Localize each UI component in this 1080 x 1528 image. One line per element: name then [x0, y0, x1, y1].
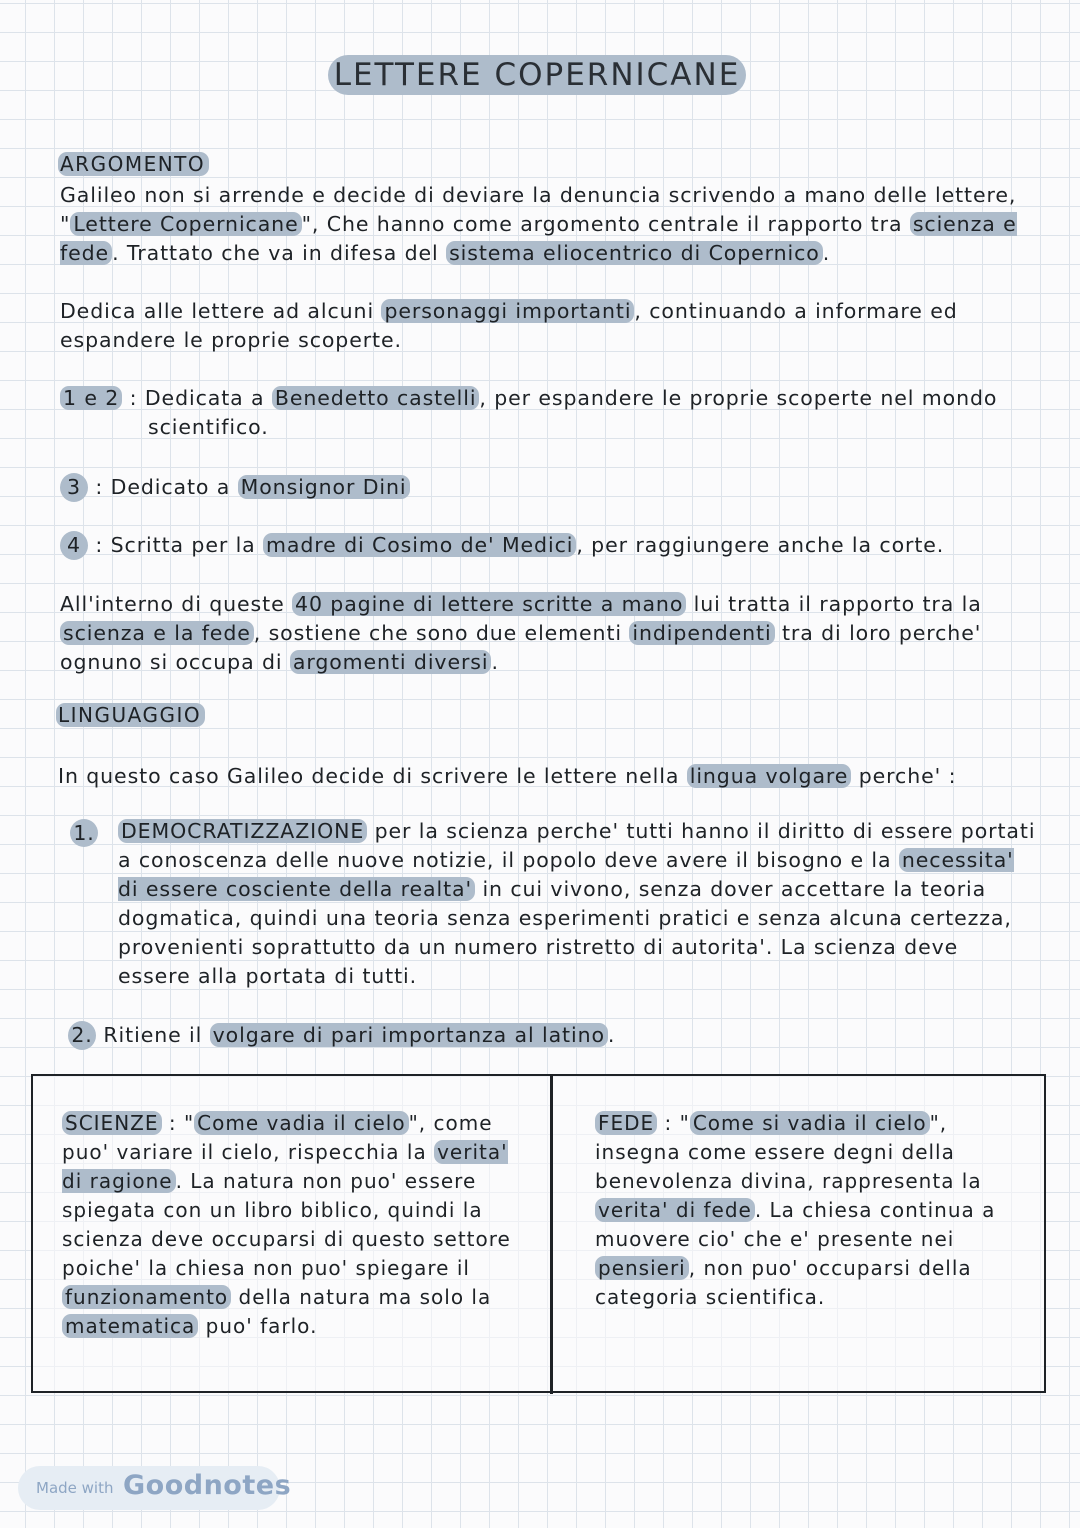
text: . La chiesa continua a muovere cio' che e' presente nei [595, 1198, 996, 1251]
highlight: necessita' di essere cosciente della realta' [118, 848, 1014, 901]
text: . Trattato che va in difesa del [112, 241, 447, 265]
text: , continuando a informare ed espandere le proprie scoperte. [60, 299, 958, 352]
number-circle: 1. [70, 819, 98, 847]
highlight: lingua volgare [687, 764, 852, 788]
text: . La natura non puo' essere spiegata con un libro biblico, quindi la scienza deve occuparsi di questo settore poiche' la chiesa non puo' spiegare il [62, 1169, 511, 1280]
highlight: Come vadia il cielo [194, 1111, 408, 1135]
paragraph-democratizzazione [118, 817, 1038, 991]
highlight: Come si vadia il cielo [690, 1111, 930, 1135]
highlight: verita' di ragione [62, 1140, 508, 1193]
highlight: matematica [62, 1314, 198, 1338]
table-cell-scienze [62, 1109, 532, 1341]
highlight: personaggi importanti [381, 299, 634, 323]
text: ", come puo' variare il cielo, rispecchia la [62, 1111, 493, 1164]
text: , sostiene che sono due elementi [253, 621, 630, 645]
text: : " [657, 1111, 690, 1135]
highlight: 40 pagine di lettere scritte a mano [292, 592, 686, 616]
text: puo' farlo. [198, 1314, 318, 1338]
highlight: funzionamento [62, 1285, 231, 1309]
highlight: volgare di pari importanza al latino [210, 1023, 608, 1047]
highlight: Lettere Copernicane [70, 212, 301, 236]
item-number-badge: 4 [60, 531, 88, 560]
highlight: sistema eliocentrico di Copernico [446, 241, 823, 265]
item-number-badge: 3 [60, 473, 88, 502]
highlight: verita' di fede [595, 1198, 755, 1222]
text: In questo caso Galileo decide di scrivere le lettere nella [58, 764, 687, 788]
highlight: Benedetto castelli [272, 386, 480, 410]
text: All'interno di queste [60, 592, 292, 616]
numbered-marker [70, 819, 100, 847]
highlight: madre di Cosimo de' Medici [263, 533, 576, 557]
paragraph-dedica [60, 297, 1020, 355]
table-cell-fede [595, 1109, 1015, 1312]
paragraph-intro [60, 181, 1050, 268]
text: in cui vivono, senza dover accettare la teoria dogmatica, quindi una teoria senza esperimenti pratici e senza alcuna certezza, provenienti soprattutto da un numero ristretto di autorita'. La scienza deve essere alla portata di tutti. [118, 877, 1012, 988]
text: perche' : [851, 764, 957, 788]
section-heading-linguaggio [56, 703, 205, 727]
text: . [491, 650, 499, 674]
highlight: indipendenti [629, 621, 774, 645]
heading-text: LINGUAGGIO [56, 703, 205, 727]
text: tra di loro perche' ognuno si occupa di [60, 621, 982, 674]
table-divider [550, 1074, 553, 1394]
highlight: Monsignor Dini [238, 475, 410, 499]
text: ", insegna come essere degni della benevolenza divina, rappresenta la [595, 1111, 982, 1193]
text: Ritiene il [96, 1023, 210, 1047]
text: ", Che hanno come argomento centrale il rapporto tra [301, 212, 910, 236]
text: . [607, 1023, 616, 1047]
page-title: LETTERE COPERNICANE [328, 55, 746, 95]
list-item [60, 473, 1040, 502]
text: : " [161, 1111, 195, 1135]
text: della natura ma solo la [231, 1285, 492, 1309]
text: , non puo' occuparsi della categoria scientifica. [595, 1256, 972, 1309]
text: Dedica alle lettere ad alcuni [60, 299, 382, 323]
watermark-goodnotes: Goodnotes [123, 1470, 292, 1501]
paragraph-lettere [60, 590, 1050, 677]
highlight: FEDE [595, 1111, 657, 1135]
heading-text: ARGOMENTO [58, 152, 209, 176]
text: , per espandere le proprie scoperte nel mondo scientifico. [148, 386, 998, 439]
text: : Dedicato a [88, 475, 238, 499]
text: Galileo non si arrende e decide di deviare la denuncia scrivendo a mano delle lettere, " [60, 183, 1017, 236]
number-circle: 2. [68, 1021, 96, 1050]
section-heading-argomento [58, 152, 209, 176]
text: : Dedicata a [122, 386, 272, 410]
highlight: SCIENZE [62, 1111, 162, 1135]
highlight: scienza e fede [60, 212, 1017, 265]
list-item [60, 384, 1050, 442]
paragraph-volgare [68, 1021, 1028, 1050]
text: : Scritta per la [88, 533, 264, 557]
item-number-badge: 1 e 2 [60, 386, 122, 410]
text: lui tratta il rapporto tra la [686, 592, 982, 616]
highlight: DEMOCRATIZZAZIONE [118, 819, 367, 843]
list-item [60, 531, 1050, 560]
highlight: pensieri [595, 1256, 689, 1280]
watermark-made-with: Made with [36, 1479, 114, 1497]
highlight: scienza e la fede [60, 621, 254, 645]
highlight: argomenti diversi [290, 650, 492, 674]
text: per la scienza perche' tutti hanno il diritto di essere portati a conoscenza delle nuove notizie, il popolo deve avere il bisogno e la [118, 819, 1036, 872]
text: , per raggiungere anche la corte. [576, 533, 945, 557]
text: . [822, 241, 831, 265]
paragraph-linguaggio-intro [58, 762, 1048, 791]
